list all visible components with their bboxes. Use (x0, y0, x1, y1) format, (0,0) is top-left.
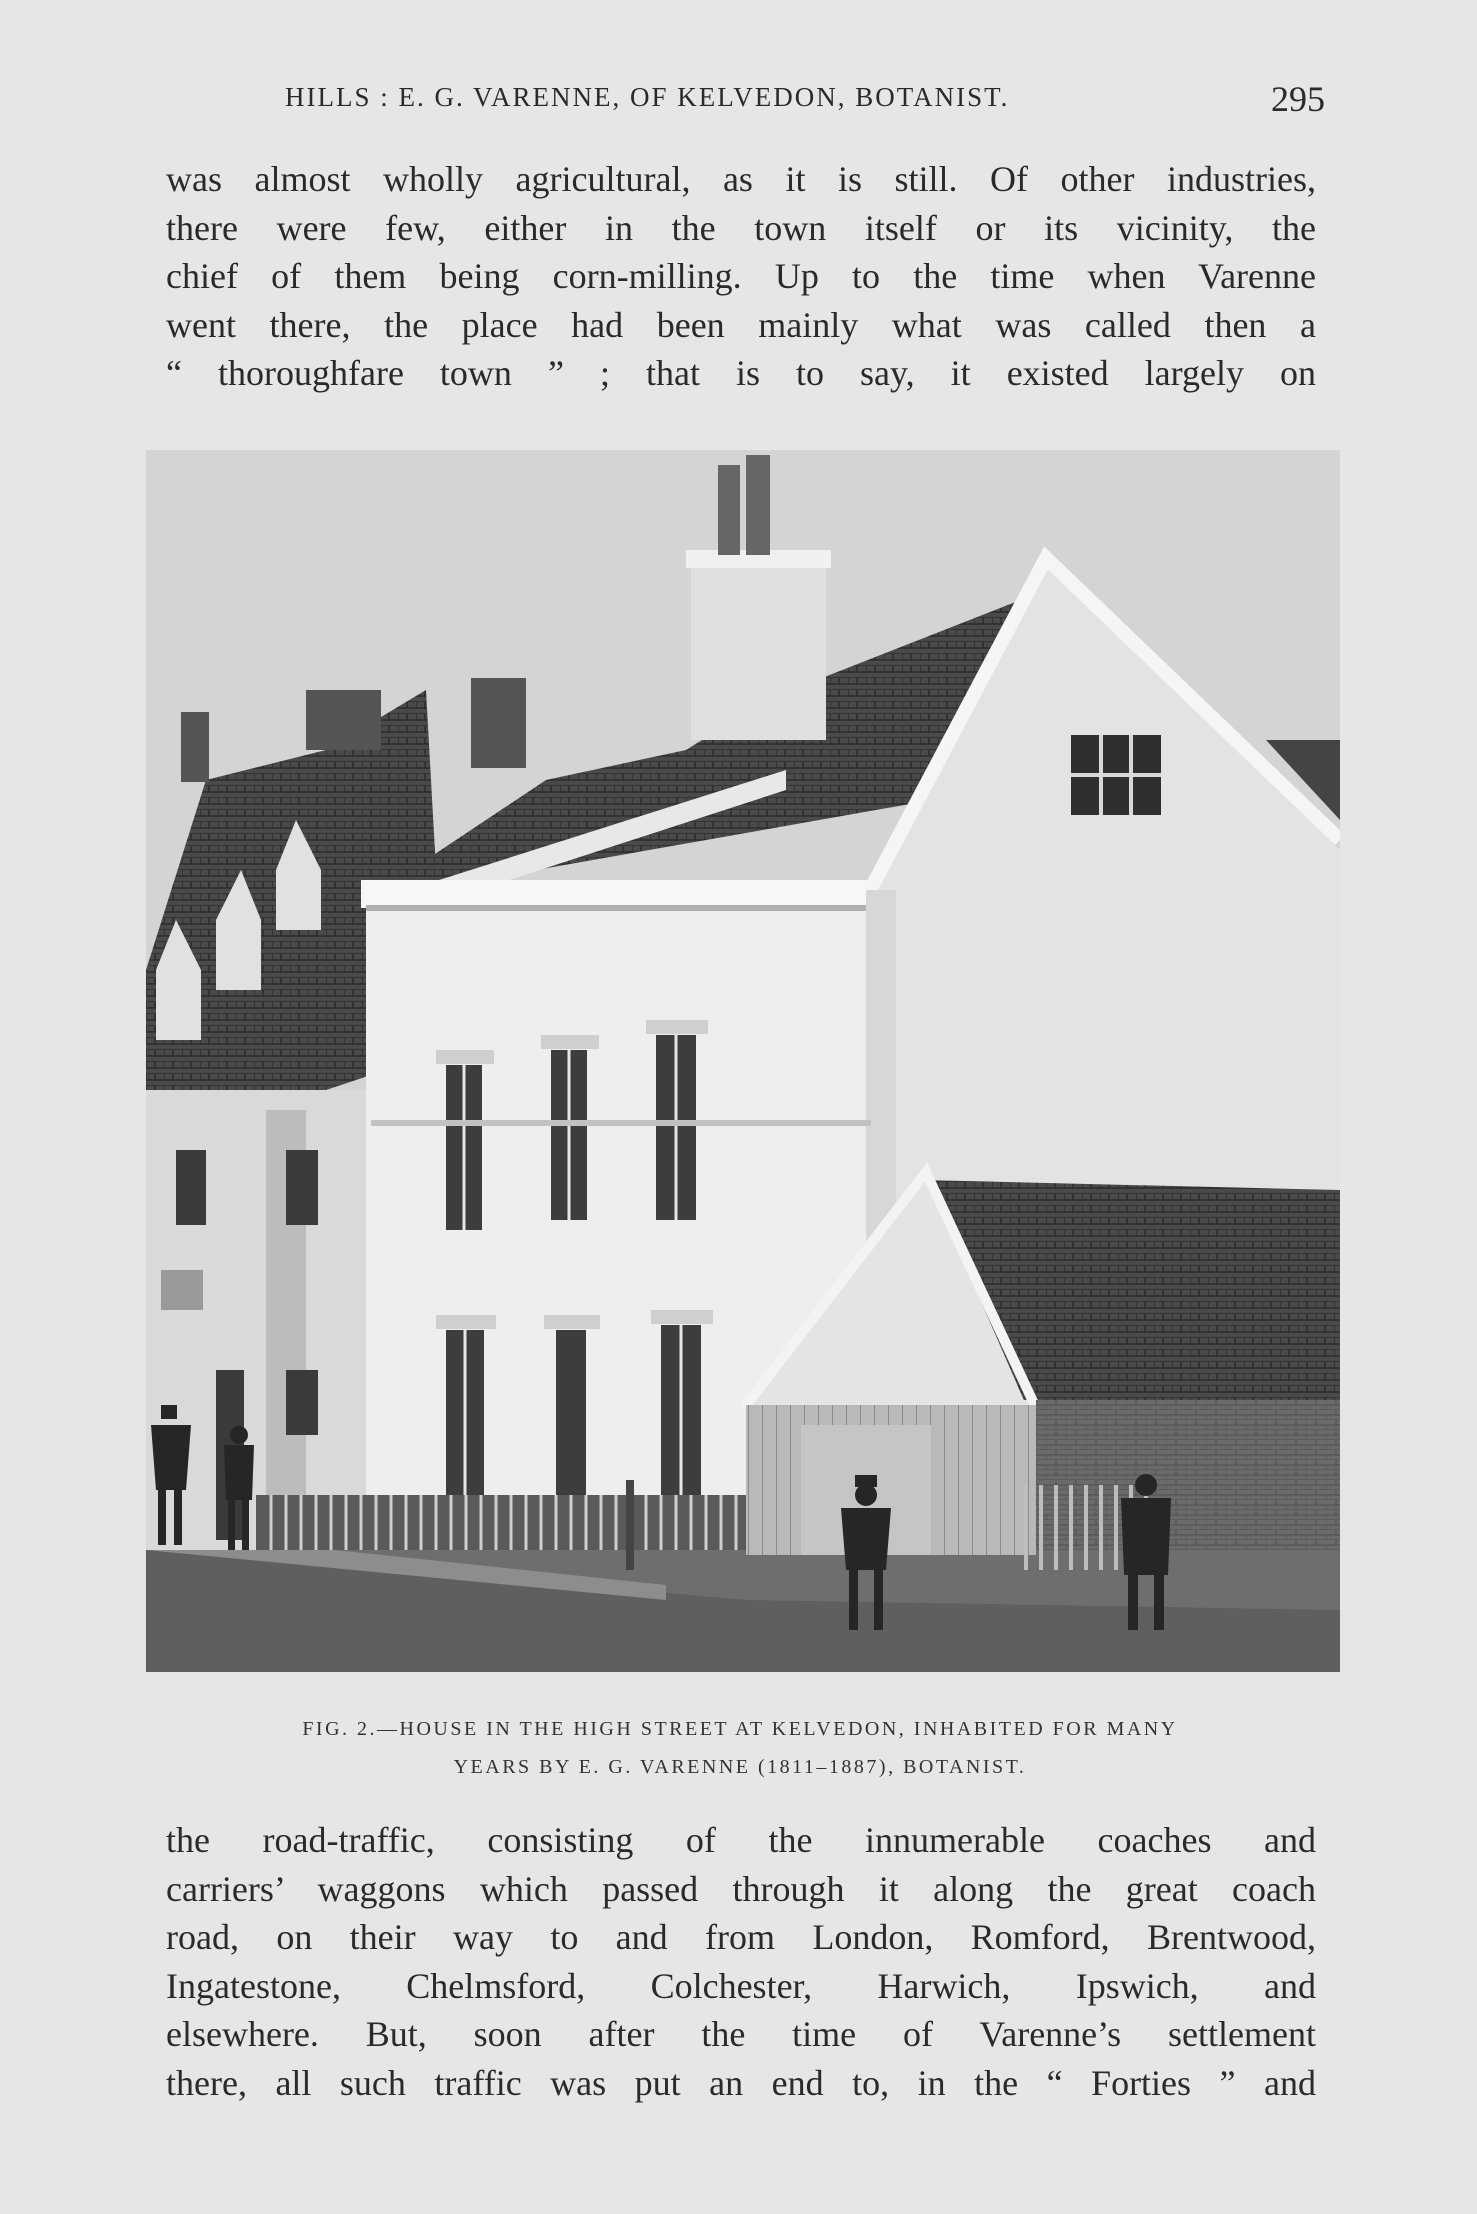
running-title: HILLS : E. G. VARENNE, OF KELVEDON, BOTANIST. (285, 82, 1010, 112)
text-line: carriers’ waggons which passed through it along the great coach (166, 1868, 1316, 1909)
text-line: elsewhere. But, soon after the time of Varenne’s settlement (166, 2014, 1316, 2054)
house-illustration (146, 450, 1340, 1672)
text-line: there were few, either in the town itself or its vicinity, the (166, 207, 1316, 248)
text-line: there, all such traffic was put an end to, in the “ Forties ” and (166, 2062, 1316, 2103)
text-line: chief of them being corn-milling. Up to the time when Varenne (166, 256, 1316, 296)
caption-line: YEARS BY E. G. VARENNE (1811–1887), BOTANIST. (453, 1756, 1027, 1778)
text-line: road, on their way to and from London, Romford, Brentwood, (166, 1917, 1316, 1957)
page-number: 295 (1271, 79, 1325, 119)
paragraph-bottom (166, 1816, 1316, 2107)
paragraph-top (166, 155, 1316, 398)
caption-line: FIG. 2.—HOUSE IN THE HIGH STREET AT KELVEDON, INHABITED FOR MANY (302, 1718, 1178, 1740)
text-line: went there, the place had been mainly what was called then a (166, 304, 1316, 345)
text-line: was almost wholly agricultural, as it is still. Of other industries, (166, 159, 1316, 199)
house-photograph (146, 450, 1340, 1672)
text-line: “ thoroughfare town ” ; that is to say, it existed largely on (166, 353, 1316, 393)
text-line: the road-traffic, consisting of the innumerable coaches and (166, 1820, 1316, 1860)
figure-caption (140, 1710, 1340, 1786)
running-head (285, 78, 1325, 118)
text-line: Ingatestone, Chelmsford, Colchester, Harwich, Ipswich, and (166, 1965, 1316, 2006)
